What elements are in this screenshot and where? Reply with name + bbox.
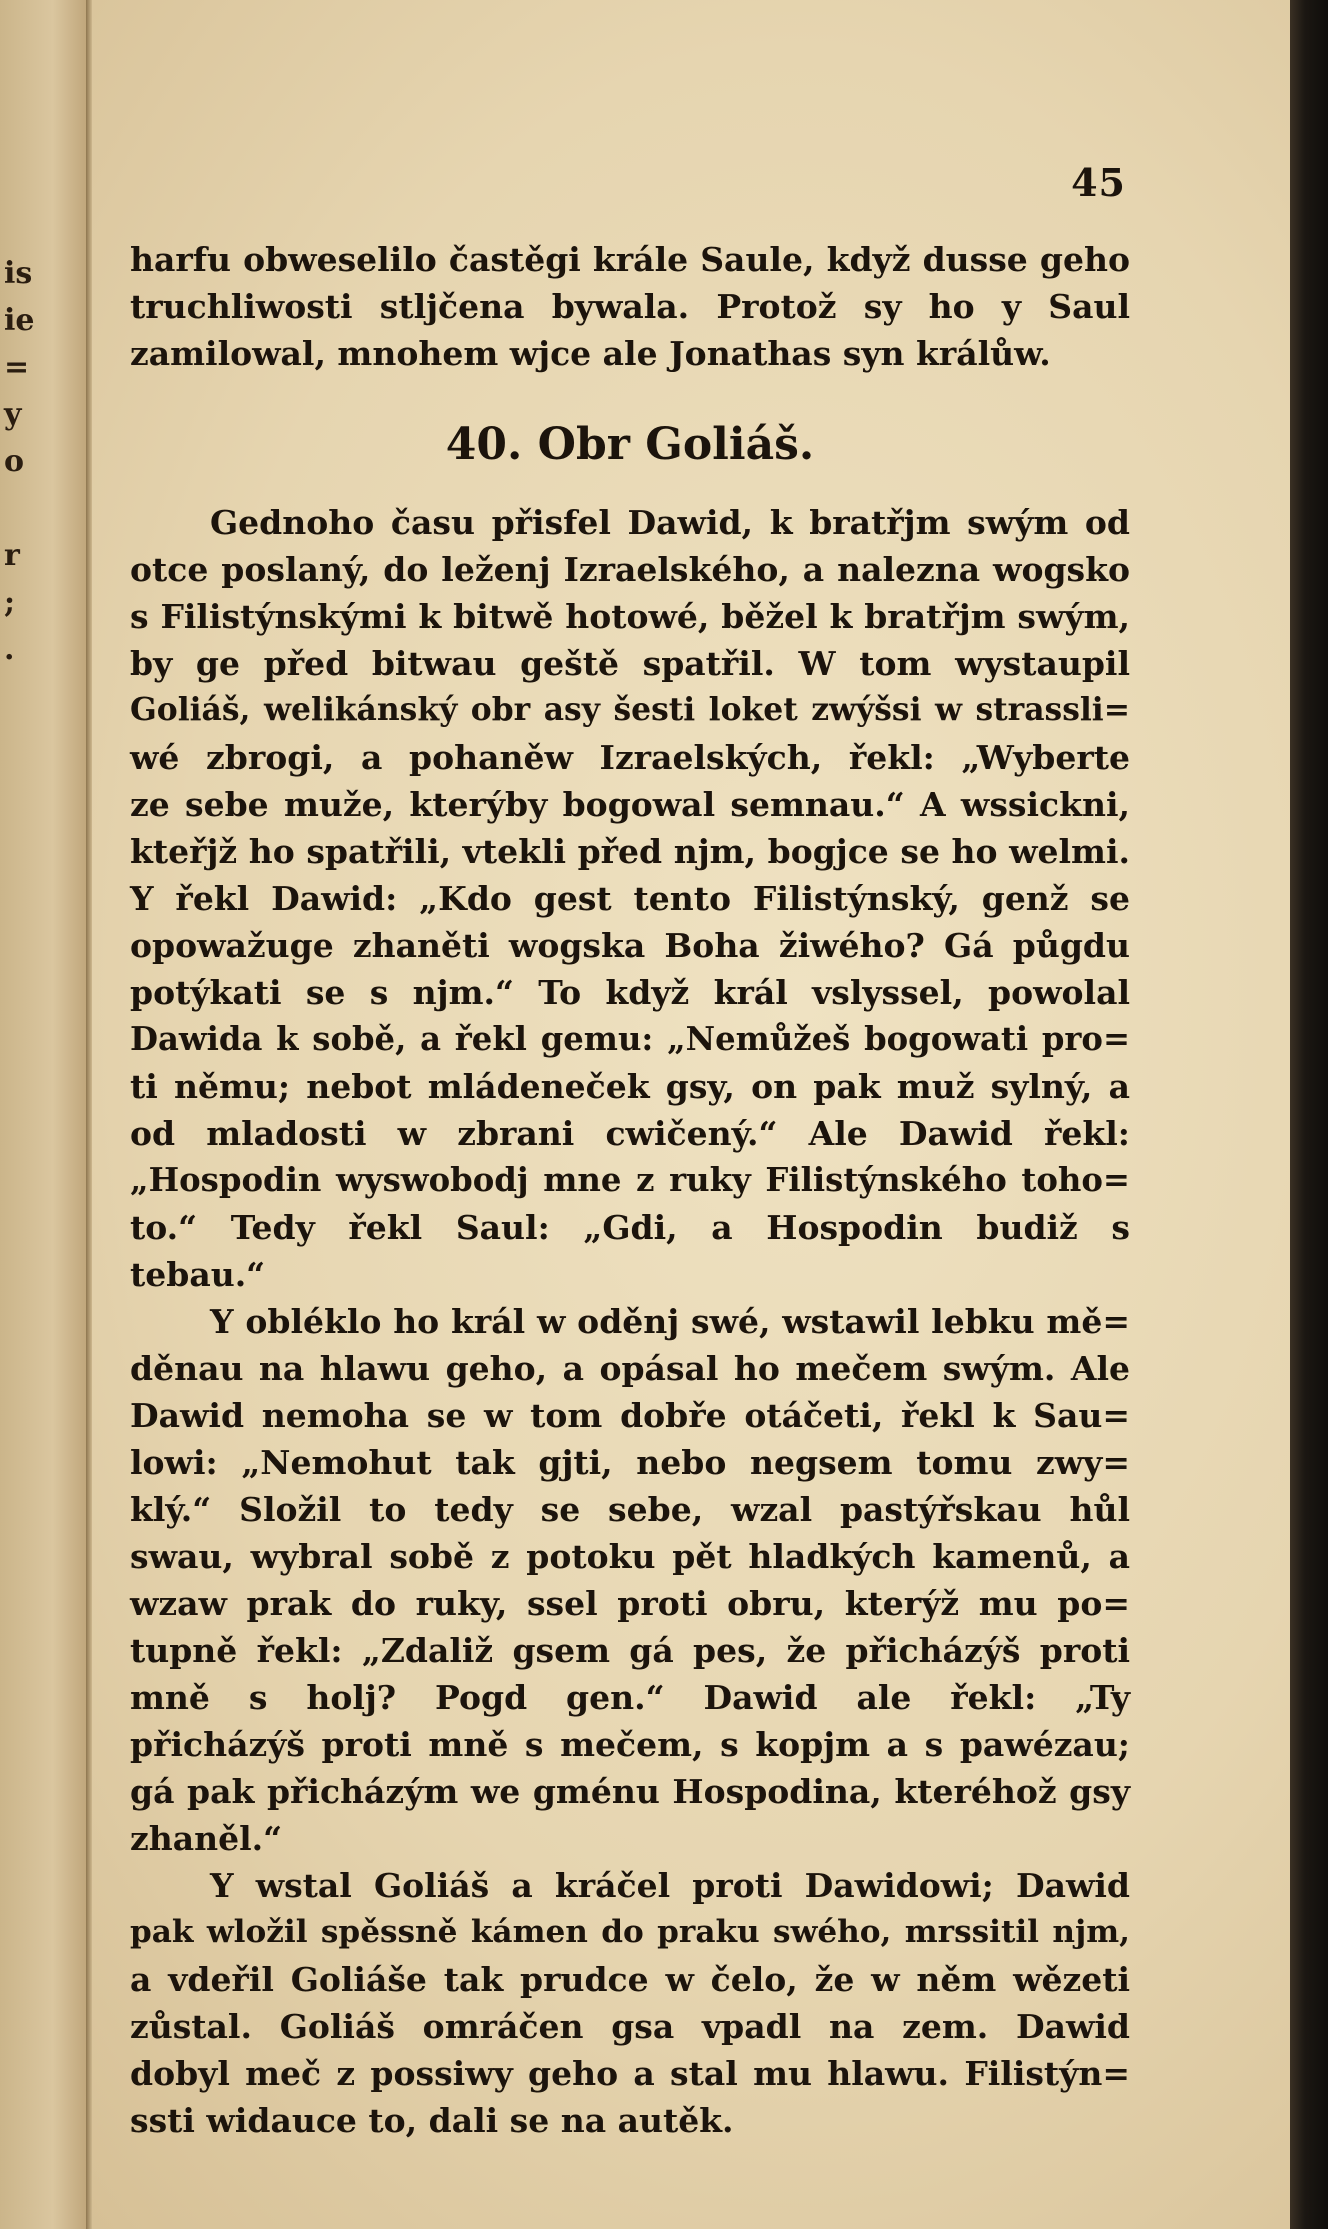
adjacent-page-edge: [0, 0, 90, 2229]
text-line: swau, wybral sobě z potoku pět hladkých kamenů, a: [130, 1537, 1130, 1576]
fragment: o: [4, 444, 25, 479]
text-line: wé zbrogi, a pohaněw Izraelských, řekl: „Wyberte: [130, 738, 1130, 777]
text-line: Y wstal Goliáš a kráčel proti Dawidowi; Dawid: [210, 1866, 1130, 1905]
text-line: s Filistýnskými k bitwě hotowé, běžel k bratřjm swým,: [130, 597, 1130, 636]
paragraph: [130, 1298, 1130, 1862]
text-line: lowi: „Nemohut tak gjti, nebo negsem tomu zwy=: [130, 1443, 1130, 1482]
fragment: y: [4, 397, 22, 432]
text-line: to.“ Tedy řekl Saul: „Gdi, a Hospodin budiž s: [130, 1208, 1130, 1247]
text-line: opowažuge zhaněti wogska Boha žiwého? Gá půgdu: [130, 926, 1130, 965]
text-line: ti němu; nebot mládeneček gsy, on pak muž sylný, a: [130, 1067, 1130, 1106]
adjacent-page-fragments: [4, 250, 44, 673]
text-line: „Hospodin wyswobodj mne z ruky Filistýnského toho=: [130, 1161, 1130, 1199]
text-line: zůstal. Goliáš omráčen gsa vpadl na zem. Dawid: [130, 2007, 1130, 2046]
fragment: =: [4, 350, 30, 385]
paragraph-continuation: [130, 236, 1130, 377]
text-line: od mladosti w zbrani cwičený.“ Ale Dawid řekl:: [130, 1114, 1130, 1153]
fragment: ;: [4, 585, 16, 620]
text-line: otce poslaný, do leženj Izraelského, a nalezna wogsko: [130, 550, 1130, 589]
paragraph: [130, 1862, 1130, 2144]
text-line: zamilowal, mnohem wjce ale Jonathas syn králůw.: [130, 334, 1051, 373]
text-line: Goliáš, welikánský obr asy šesti loket zwýšsi w strassli=: [130, 692, 1130, 728]
text-line: dobyl meč z possiwy geho a stal mu hlawu. Filistýn=: [130, 2054, 1130, 2093]
text-line: děnau na hlawu geho, a opásal ho mečem swým. Ale: [130, 1349, 1130, 1388]
text-line: zhaněl.“: [130, 1819, 283, 1858]
text-line: tupně řekl: „Zdaliž gsem gá pes, že přicházýš proti: [130, 1631, 1130, 1670]
text-line: harfu obweselilo častěgi krále Saule, když dusse geho: [130, 240, 1130, 279]
page-number: 45: [1071, 160, 1126, 205]
text-line: Dawid nemoha se w tom dobře otáčeti, řekl k Sau=: [130, 1396, 1130, 1435]
paragraph: [130, 499, 1130, 1298]
text-line: gá pak přicházým we gménu Hospodina, kteréhož gsy: [130, 1772, 1130, 1811]
text-line: ze sebe muže, kterýby bogowal semnau.“ A wssickni,: [130, 785, 1130, 824]
page-fold-shadow: [86, 0, 92, 2229]
fragment: r: [4, 538, 20, 573]
text-line: potýkati se s njm.“ To když král vslyssel, powolal: [130, 973, 1130, 1012]
text-line: ssti widauce to, dali se na autěk.: [130, 2101, 734, 2140]
page-content: [130, 160, 1130, 2144]
text-line: Y řekl Dawid: „Kdo gest tento Filistýnský, genž se: [130, 879, 1130, 918]
fragment: [4, 485, 44, 532]
fragment: ie: [4, 303, 35, 338]
fragment: .: [4, 632, 15, 667]
text-line: přicházýš proti mně s mečem, s kopjm a s pawézau;: [130, 1725, 1130, 1764]
section-heading: 40. Obr Goliáš.: [445, 419, 815, 470]
text-line: pak wložil spěssně kámen do praku swého, mrssitil njm,: [130, 1914, 1130, 1950]
page-edge-right: [1290, 0, 1328, 2229]
text-line: kteřjž ho spatřili, vtekli před njm, bogjce se ho welmi.: [130, 832, 1130, 871]
text-line: klý.“ Složil to tedy se sebe, wzal pastýřskau hůl: [130, 1490, 1130, 1529]
text-line: Dawida k sobě, a řekl gemu: „Nemůžeš bogowati pro=: [130, 1020, 1130, 1058]
text-line: a vdeřil Goliáše tak prudce w čelo, že w něm wězeti: [130, 1960, 1130, 1999]
text-line: mně s holj? Pogd gen.“ Dawid ale řekl: „Ty: [130, 1678, 1130, 1717]
text-line: tebau.“: [130, 1255, 266, 1294]
text-line: wzaw prak do ruky, ssel proti obru, kterýž mu po=: [130, 1584, 1130, 1623]
text-line: truchliwosti stljčena bywala. Protož sy ho y Saul: [130, 287, 1130, 326]
text-line: Y obléklo ho král w oděnj swé, wstawil lebku mě=: [210, 1302, 1130, 1341]
text-line: by ge před bitwau geště spatřil. W tom wystaupil: [130, 644, 1130, 683]
fragment: is: [4, 256, 33, 291]
text-line: Gednoho času přisfel Dawid, k bratřjm swým od: [210, 503, 1130, 542]
